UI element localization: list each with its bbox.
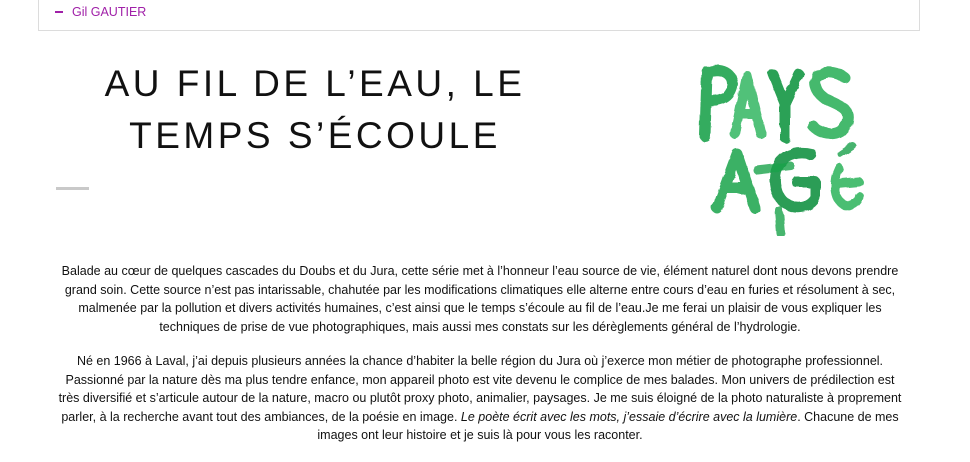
- paragraph-1: Balade au cœur de quelques cascades du Doubs et du Jura, cette série met à l’honneur l’eau source de vie, élément naturel dont nous devons prendre grand soin. Cette source n’est pas intarissable, chahutée par les modifications climatiques elle alterne entre cours d’eau en furies et résolument à sec, malmenée par la pollution et divers activités humaines, c’est ainsi que le temps s’écoule au fil de l’eau.Je me ferai un plaisir de vous expliquer les techniques de prise de vue photographiques, mais aussi mes constats sur les dérèglements général de l’hydrologie.: [61, 264, 899, 334]
- author-name: Gil GAUTIER: [72, 5, 147, 19]
- author-toggle[interactable]: [55, 5, 146, 19]
- bio-paragraph: [55, 352, 905, 445]
- minus-icon: [55, 11, 63, 13]
- title-divider: [56, 187, 89, 190]
- author-box: [38, 0, 920, 31]
- paragraph-2: [55, 352, 905, 445]
- paysage-logo: [683, 58, 873, 236]
- intro-paragraph: [55, 262, 905, 336]
- paragraph-2-quote: Le poète écrit avec les mots, j’essaie d’écrire avec la lumière: [460, 409, 798, 424]
- paragraph-2-end: . Chacune de mes images ont leur histoire et je suis là pour vous les raconter.: [317, 409, 899, 442]
- page-title: [80, 58, 550, 162]
- paragraph-2-start: Né en 1966 à Laval, j’ai depuis plusieurs années la chance d’habiter la belle région du Jura où j’exerce mon métier de photographe professionnel. Passionné par la nature dès ma plus tendre enfance, mon appareil photo est vite devenu le complice de mes balades. Mon univers de prédilection est très diversifié et s’articule autour de la nature, macro ou plutôt proxy photo, animalier, paysages. Je me suis éloigné de la photo naturaliste à proprement parler, à la recherche avant tout des ambiances, de la poésie en image.: [58, 354, 902, 424]
- title-line-2: TEMPS S’ÉCOULE: [129, 115, 501, 156]
- title-line-1: AU FIL DE L’EAU, LE: [104, 63, 526, 104]
